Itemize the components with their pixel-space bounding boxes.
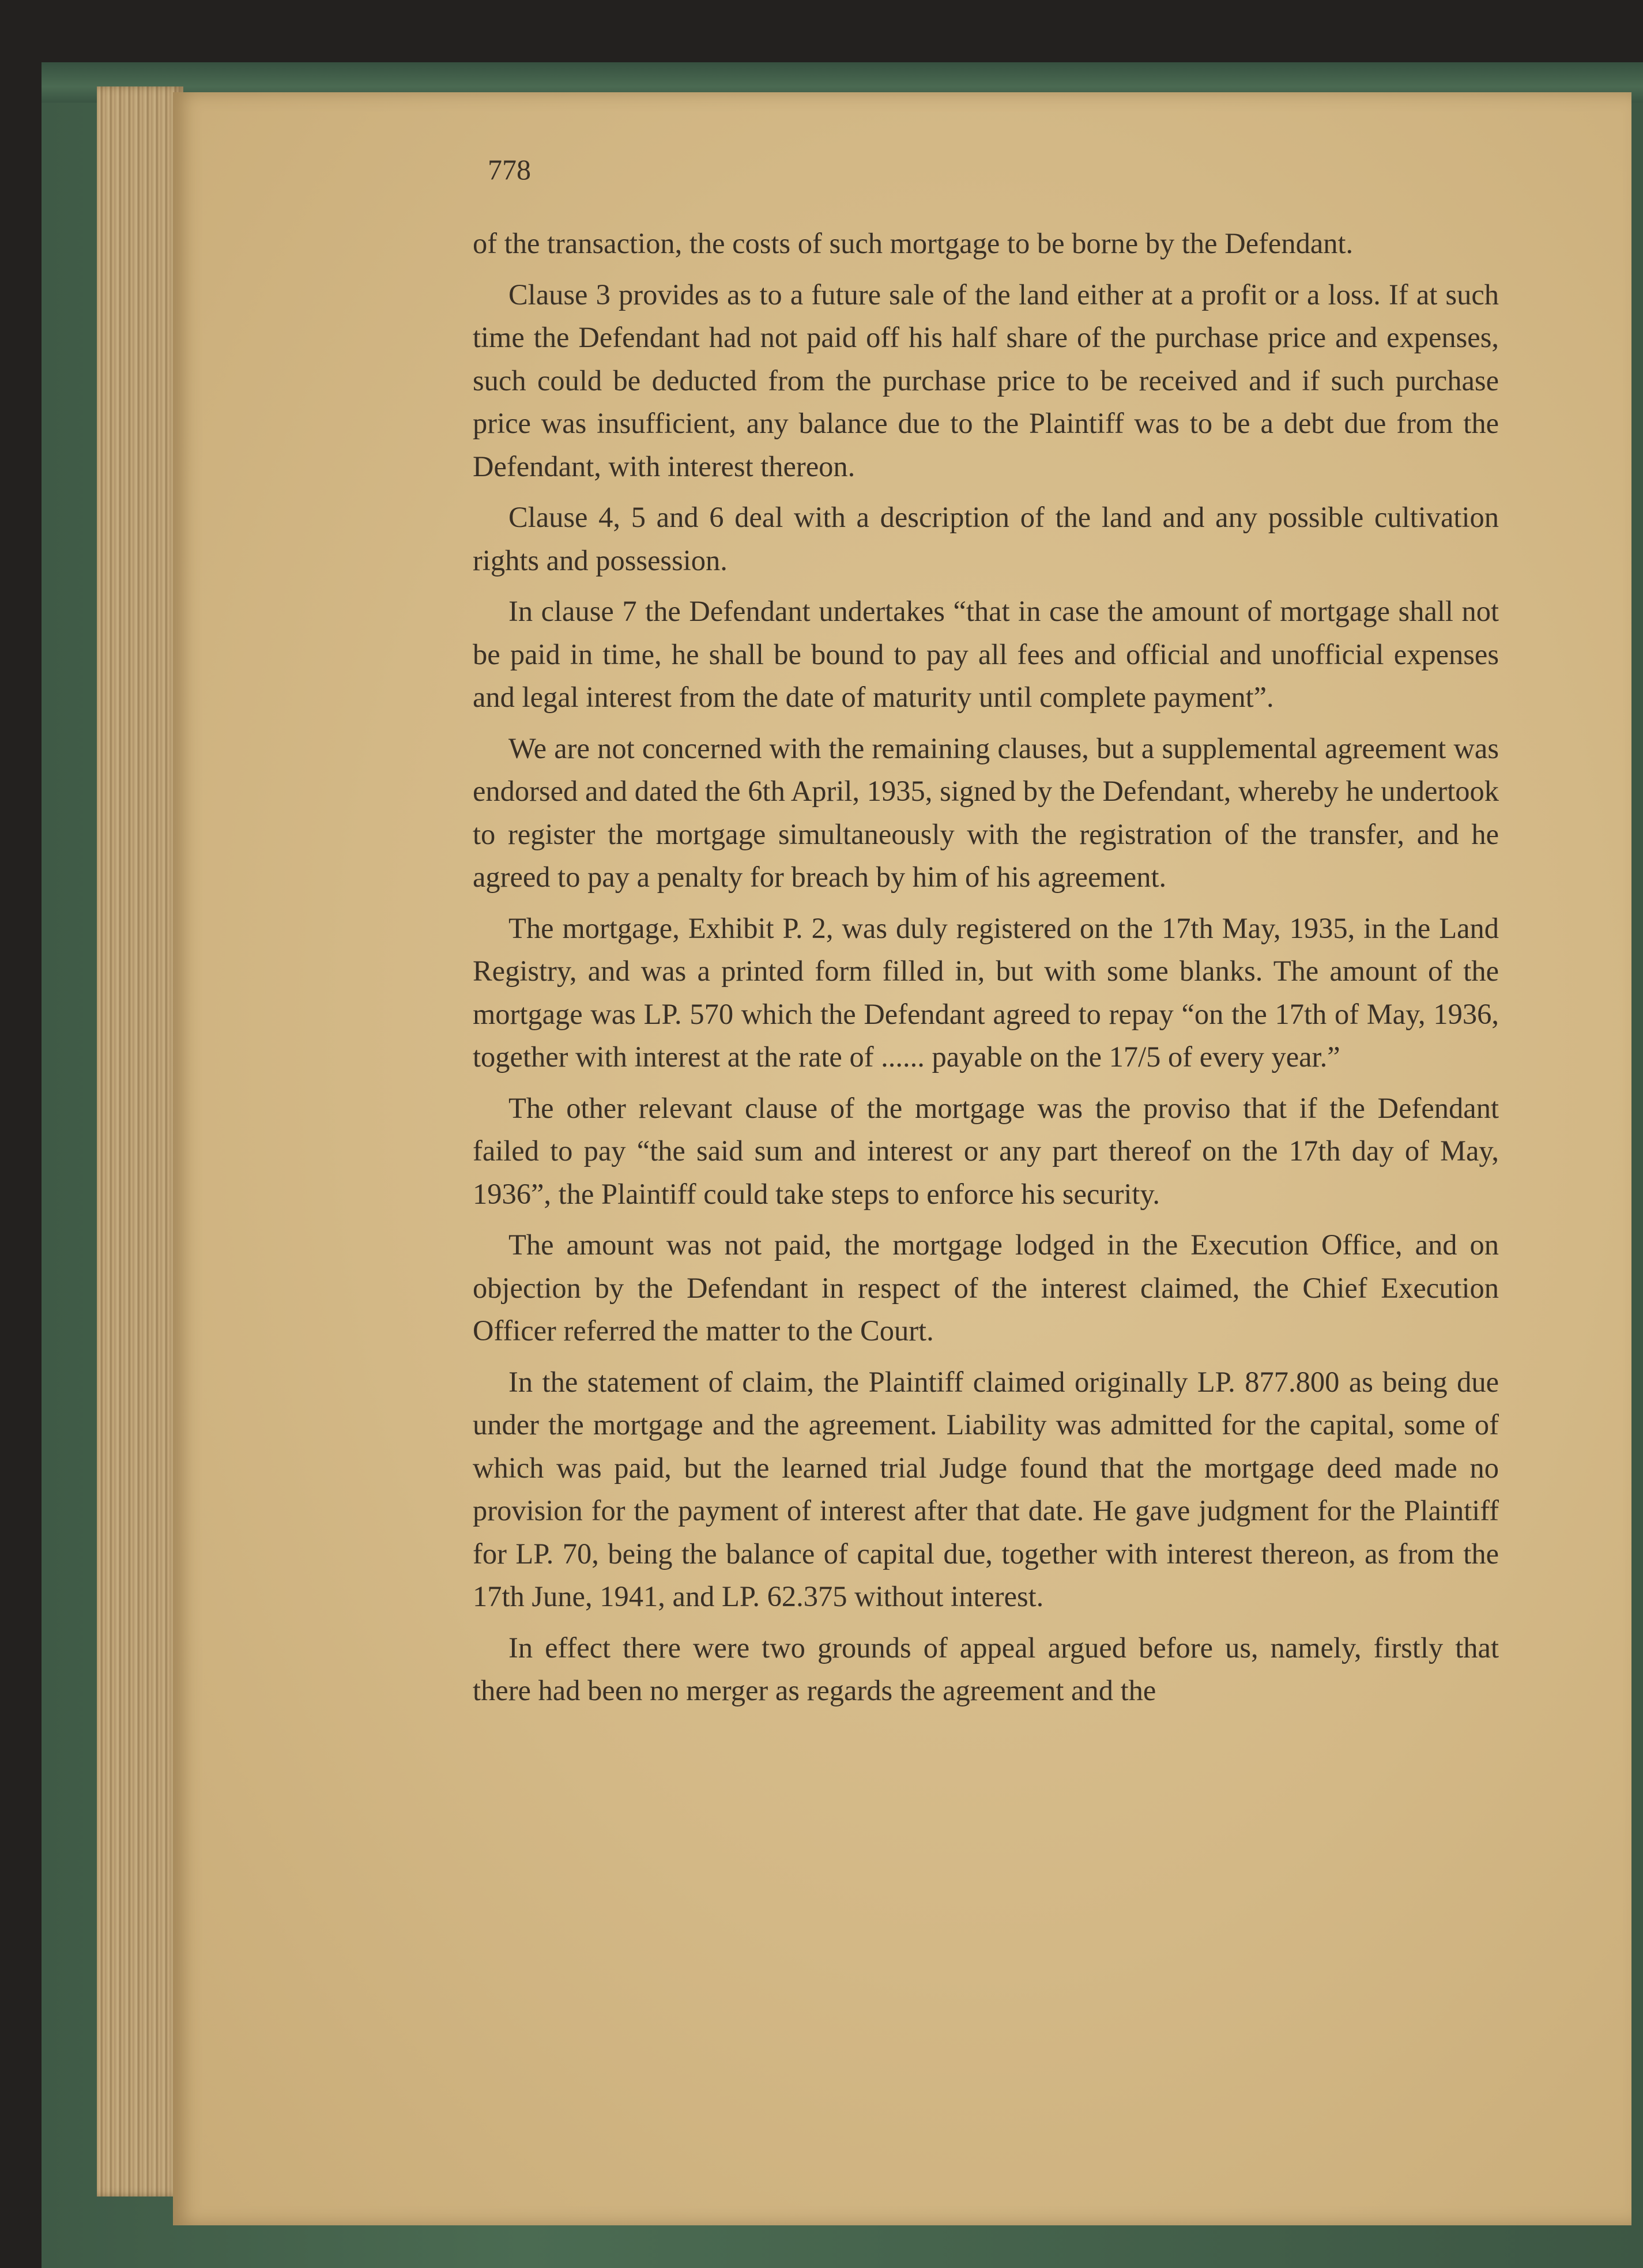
paragraph: of the transaction, the costs of such mortgage to be borne by the Defendant. [473, 227, 1354, 259]
paragraph: The other relevant clause of the mortgage was the proviso that if the Defendant failed to pay “the said sum and interest or any part thereof on the 17th day of May, 1936”, the Plaintiff could take steps to enforce his security. [473, 1091, 1499, 1210]
page-edges [97, 86, 183, 2197]
paragraph: In effect there were two grounds of appeal argued before us, namely, firstly that there had been no merger as regards the agreement and the [473, 1631, 1499, 1706]
page-number: 778 [488, 153, 531, 186]
paragraph: In the statement of claim, the Plaintiff claimed originally LP. 877.800 as being due under the mortgage and the agreement. Liability was admitted for the capital, some of which was paid, but the learned trial Judge found that the mortgage deed made no provision for the payment of interest after that date. He gave judgment for the Plaintiff for LP. 70, being the balance of capital due, together with interest thereon, as from the 17th June, 1941, and LP. 62.375 without interest. [473, 1365, 1499, 1613]
paragraph: The amount was not paid, the mortgage lodged in the Execution Office, and on objection by the Defendant in respect of the interest claimed, the Chief Execution Officer referred the matter to the Court. [473, 1229, 1499, 1347]
paragraph: The mortgage, Exhibit P. 2, was duly registered on the 17th May, 1935, in the Land Registry, and was a printed form filled in, but with some blanks. The amount of the mortgage was LP. 570 which the Defendant agreed to repay “on the 17th of May, 1936, together with interest at the rate of ...... payable on the 17/5 of every year.” [473, 911, 1499, 1073]
body-text [473, 222, 1499, 1720]
paragraph: In clause 7 the Defendant undertakes “that in case the amount of mortgage shall not be paid in time, he shall be bound to pay all fees and official and unofficial expenses and legal interest from the date of maturity until complete payment”. [473, 595, 1499, 713]
paragraph: Clause 4, 5 and 6 deal with a description of the land and any possible cultivation rights and possession. [473, 501, 1499, 577]
paragraph: We are not concerned with the remaining clauses, but a supplemental agreement was endorsed and dated the 6th April, 1935, signed by the Defendant, whereby he undertook to register the mortgage simultaneously with the registration of the transfer, and he agreed to pay a penalty for breach by him of his agreement. [473, 732, 1499, 893]
paragraph: Clause 3 provides as to a future sale of the land either at a profit or a loss. If at such time the Defendant had not paid off his half share of the purchase price and expenses, such could be deducted from the purchase price to be received and if such purchase price was insufficient, any balance due to the Plaintiff was to be a debt due from the Defendant, with interest thereon. [473, 278, 1499, 483]
